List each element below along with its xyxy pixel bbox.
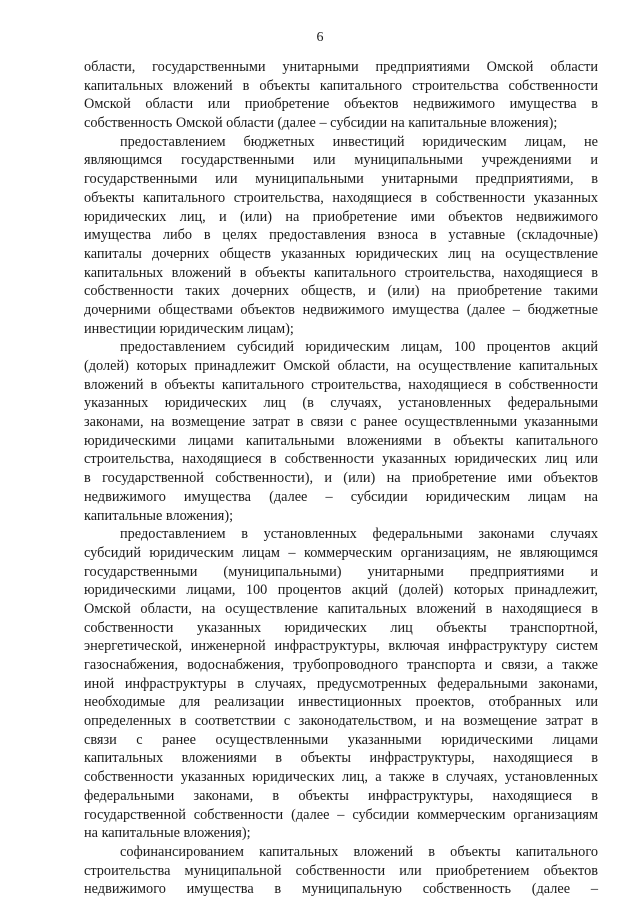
text-line: указанных юридических лиц (в случаях, установленных федеральными <box>84 395 598 412</box>
text-line: Омской области, на осуществление капитальных вложений в находящиеся в <box>84 600 598 617</box>
text-line: инвестиции юридическим лицам); <box>84 320 294 337</box>
text-line: строительства, находящиеся в собственности указанных юридических лиц или <box>84 451 598 468</box>
text-line: недвижимого имущества в муниципальную собственность (далее – <box>84 881 598 898</box>
text-line: собственности таких дочерних обществ, и (или) на приобретение такими <box>84 283 598 300</box>
text-line: государственными или муниципальными унитарными предприятиями, в <box>84 171 598 188</box>
text-line: собственности указанных юридических лиц объекты транспортной, <box>84 619 598 636</box>
text-line: собственности указанных юридических лиц, а также в случаях, установленных <box>84 769 598 786</box>
text-line: капитальных вложениями в объекты инфраструктуры, находящиеся в <box>84 750 598 767</box>
text-line: Омской области или приобретение объектов недвижимого имущества в <box>84 96 598 113</box>
text-line: объекты капитального строительства, находящиеся в собственности указанных <box>84 189 598 206</box>
text-line: софинансированием капитальных вложений в объекты капитального <box>120 843 598 860</box>
document-body <box>84 58 598 899</box>
text-line: капиталы дочерних обществ указанных юридических лиц на осуществление <box>84 245 598 262</box>
text-line: капитальных вложений в объекты капитального строительства, находящиеся в <box>84 264 598 281</box>
text-line: имущества либо в целях предоставления взноса в уставные (складочные) <box>84 227 598 244</box>
text-line: области, государственными унитарными предприятиями Омской области <box>84 59 598 75</box>
text-line: предоставлением в установленных федеральными законами случаях <box>120 526 598 543</box>
text-line: дочерними обществами объектов недвижимого имущества (далее – бюджетные <box>84 301 598 318</box>
text-line: предоставлением субсидий юридическим лицам, 100 процентов акций <box>120 339 598 356</box>
page-number: 6 <box>316 30 324 45</box>
text-line: юридических лиц, и (или) на приобретение ими объектов недвижимого <box>84 208 598 225</box>
text-line: субсидий юридическим лицам – коммерческим организациям, не являющимся <box>84 544 598 561</box>
paragraph-p3 <box>84 525 598 843</box>
text-line: собственность Омской области (далее – субсидии на капитальные вложения); <box>84 115 558 132</box>
text-line: на капитальные вложения); <box>84 825 251 842</box>
text-line: энергетической, инженерной инфраструктуры, включая инфраструктуру систем <box>84 638 598 655</box>
text-line: определенных в соответствии с законодательством, и на возмещение затрат в <box>84 713 598 730</box>
paragraph-p0 <box>84 58 598 133</box>
text-line: законами, на возмещение затрат в связи с ранее осуществленными указанными <box>84 414 598 431</box>
text-line: капитальных вложений в объекты капитального строительства собственности <box>84 77 598 94</box>
text-line: строительства муниципальной собственности или приобретением объектов <box>84 862 598 879</box>
text-line: в государственной собственности), и (или) на приобретение ими объектов <box>84 470 598 487</box>
text-line: юридическими лицами, 100 процентов акций (долей) которых принадлежит, <box>84 582 598 599</box>
text-line: являющимся государственными или муниципальными учреждениями и <box>84 152 598 169</box>
paragraph-p1 <box>84 133 598 339</box>
text-line: государственной собственности (далее – субсидии коммерческим организациям <box>84 806 598 823</box>
text-line: федеральными законами, в объекты инфраструктуры, находящиеся в <box>84 787 598 804</box>
text-line: юридическими лицами капитальными вложениями в объекты капитального <box>84 432 598 449</box>
paragraph-p2 <box>84 338 598 525</box>
text-line: (долей) которых принадлежит Омской области, на осуществление капитальных <box>84 358 598 374</box>
text-line: иной инфраструктуры в случаях, предусмотренных федеральными законами, <box>84 675 598 692</box>
text-line: недвижимого имущества (далее – субсидии юридическим лицам на <box>84 488 598 505</box>
text-line: вложений в объекты капитального строительства, находящиеся в собственности <box>84 376 598 393</box>
paragraph-p4 <box>84 843 598 899</box>
text-line: связи с ранее осуществленными указанными юридическими лицами <box>84 731 598 748</box>
text-line: предоставлением бюджетных инвестиций юридическим лицам, не <box>120 133 598 150</box>
text-line: капитальные вложения); <box>84 507 234 524</box>
text-line: необходимые для реализации инвестиционных проектов, отобранных или <box>84 694 598 711</box>
text-line: газоснабжения, водоснабжения, трубопроводного транспорта и связи, а также <box>84 657 598 673</box>
text-line: государственными (муниципальными) унитарными предприятиями и <box>84 563 598 580</box>
